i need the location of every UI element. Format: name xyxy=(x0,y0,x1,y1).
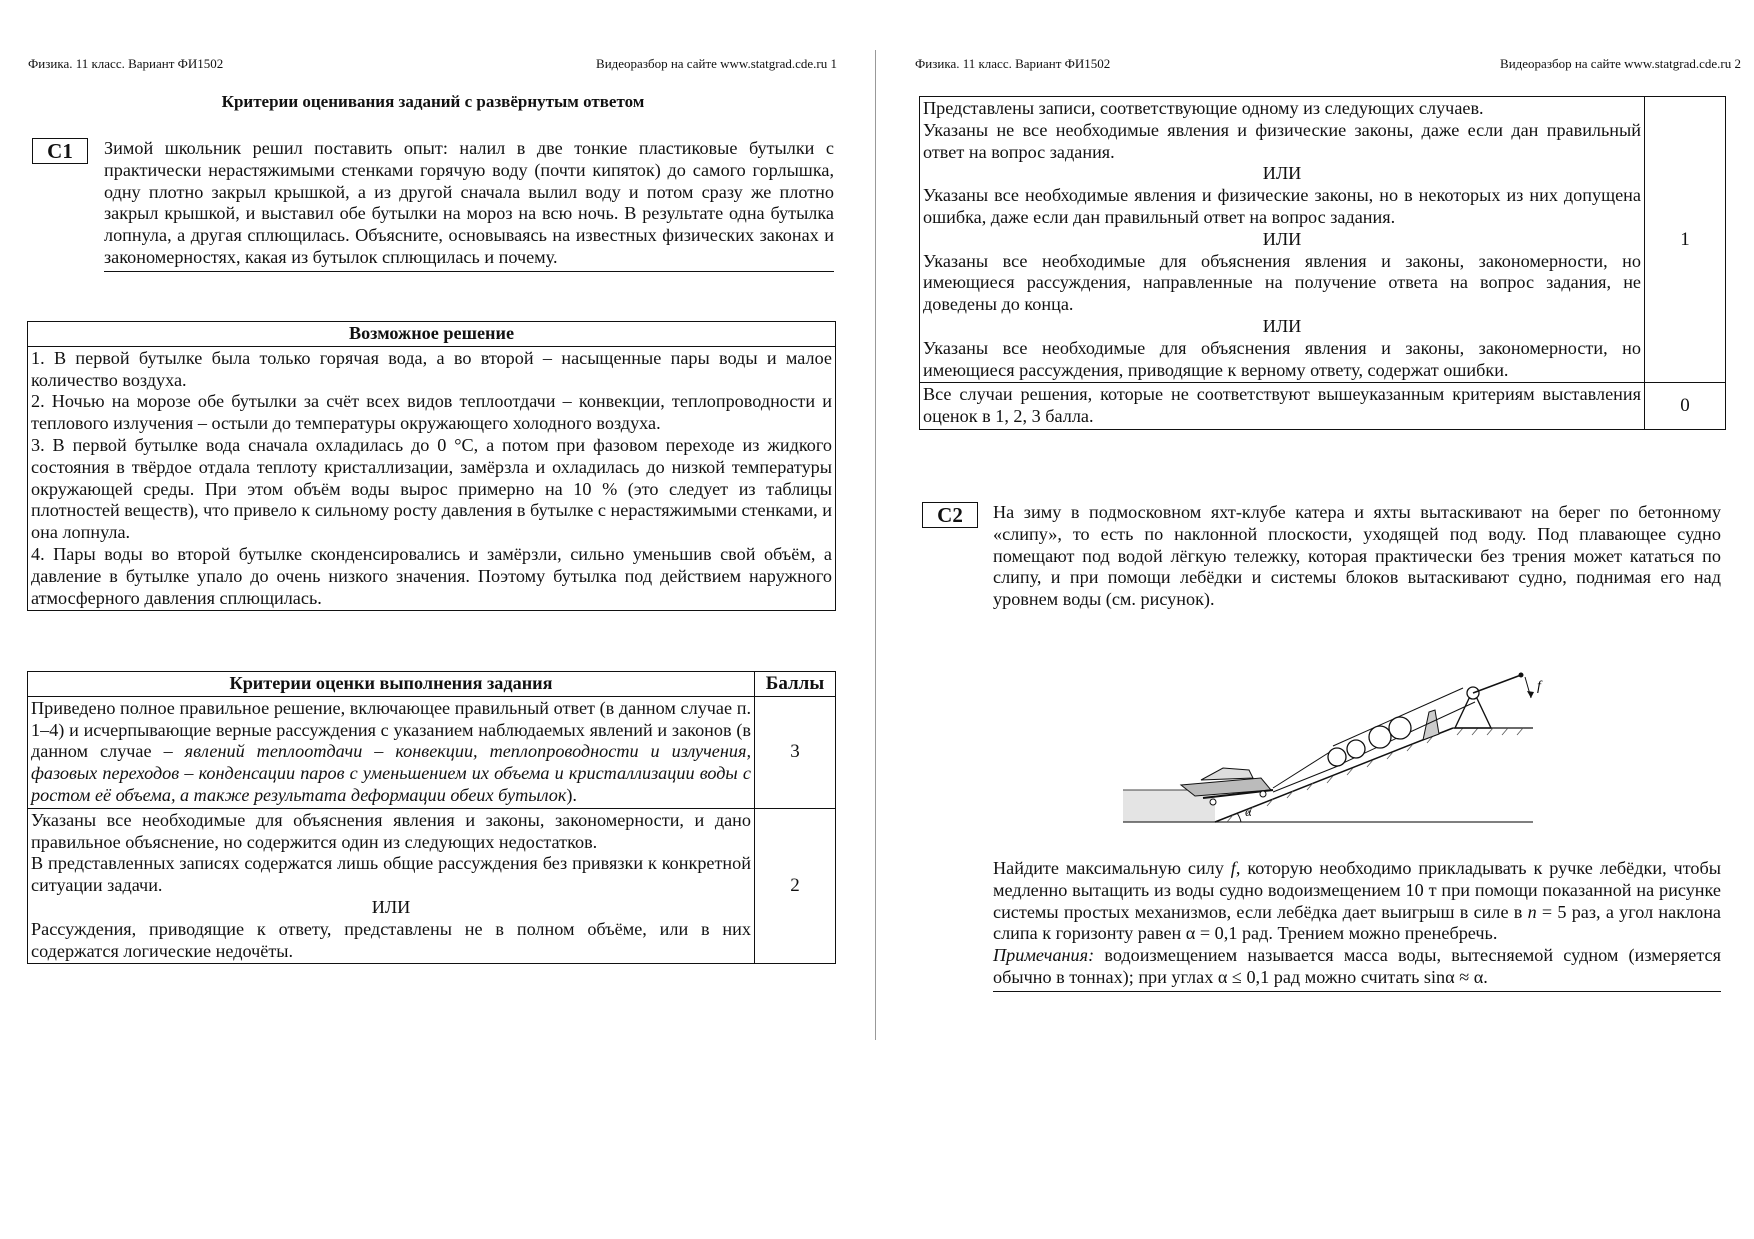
solution-step-2: 2. Ночью на морозе обе бутылки за счёт всех видов теплоотдачи – конвекции, теплопроводности и теплового излучения – остыли до температуры окружающего холодного воздуха. xyxy=(31,391,832,434)
criterion-2-or: ИЛИ xyxy=(371,896,411,917)
criterion-1-or-2: ИЛИ xyxy=(1262,228,1302,249)
boat-hull xyxy=(1181,778,1271,796)
movable-pulley xyxy=(1328,748,1346,766)
criterion-1-case-d: Указаны все необходимые для объяснения явления и законы, закономерности, но имеющиеся рассуждения, приводящие к верному ответу, содержат ошибки. xyxy=(923,337,1641,380)
criteria-table-continued xyxy=(919,96,1726,430)
criterion-3-italic: явлений теплоотдачи – конвекции, теплопроводности и излучения, фазовых переходов – конденсации паров с уменьшением их объема и кристаллизации воды с ростом её объема, а также результата деформации обеих бутылок xyxy=(31,741,751,805)
header-left: Физика. 11 класс. Вариант ФИ1502 xyxy=(28,56,224,71)
criterion-1-case-a: Указаны не все необходимые явления и физические законы, даже если дан правильный ответ на вопрос задания. xyxy=(923,119,1641,162)
winch-handle xyxy=(1473,675,1521,693)
solution-step-1: 1. В первой бутылке была только горячая вода, а во второй – насыщенные пары воды и малое количество воздуха. xyxy=(31,347,832,390)
score-column-header: Баллы xyxy=(755,672,836,697)
task-c2-text: На зиму в подмосковном яхт-клубе катера и яхты вытаскивают на берег по бетонному «слипу», то есть по наклонной плоскости, уходящей под воду. Под плавающее судно помещают под водой лёгкую тележку, которая практически без трения может кататься по слипу, и при помощи лебёдки и системы блоков вытаскивают судно, поднимая его над уровнем воды (см. рисунок). xyxy=(993,502,1721,610)
slipway-figure xyxy=(1123,650,1541,830)
note-text: водоизмещением называется масса воды, вытесняемой судном (измеряется обычно в тоннах); при углах α ≤ 0,1 рад можно считать sinα ≈ α. xyxy=(993,945,1721,987)
header-right: Видеоразбор на сайте www.statgrad.cde.ru 2 xyxy=(1500,56,1741,71)
score-0: 0 xyxy=(1645,383,1726,430)
boat-cabin xyxy=(1201,768,1253,780)
criterion-2-intro: Указаны все необходимые для объяснения явления и законы, закономерности, и дано правильное объяснение, но содержится один из следующих недостатков. xyxy=(31,809,751,852)
cart-wheel xyxy=(1210,799,1216,805)
criterion-1-or-3: ИЛИ xyxy=(1262,315,1302,336)
criterion-3-end: ). xyxy=(566,784,577,805)
cart-wheel xyxy=(1260,791,1266,797)
task-c2-label: С2 xyxy=(922,502,978,528)
criteria-column-header: Критерии оценки выполнения задания xyxy=(28,672,755,697)
angle-arc xyxy=(1237,813,1241,822)
fixed-pulley xyxy=(1389,717,1411,739)
solution-table xyxy=(27,321,836,611)
task-c1-label: С1 xyxy=(32,138,88,164)
question-var-n: n xyxy=(1527,901,1537,922)
criterion-1 xyxy=(920,97,1645,383)
solution-body xyxy=(28,346,836,611)
solution-step-4: 4. Пары воды во второй бутылке сконденсировались и замёрзли, сильно уменьшив свой объём, а давление в бутылке упало до очень низкого значения. Поэтому бутылка под действием наружного атмосферного давления сплющилась. xyxy=(31,543,832,608)
solution-step-3: 3. В первой бутылке вода сначала охладилась до 0 °С, а потом при фазовом переходе из жидкого состояния в твёрдое отдала теплоту кристаллизации, замёрзла и охладилась до низкой температуры окружающей среды. При этом объём воды вырос примерно на 10 % (это следует из таблицы плотностей веществ), что привело к сильному росту давления в бутылке с нерастяжимыми стенками, и она лопнула. xyxy=(31,434,833,543)
criterion-2-case-a: В представленных записях содержатся лишь общие рассуждения без привязки к конкретной ситуации задачи. xyxy=(31,853,751,896)
score-1: 1 xyxy=(1645,97,1726,383)
question-var-f: f xyxy=(1230,858,1236,878)
handle-knob xyxy=(1519,673,1524,678)
solution-heading: Возможное решение xyxy=(28,322,836,347)
rope xyxy=(1273,764,1343,792)
force-label: f xyxy=(1537,679,1541,694)
criterion-1-or-1: ИЛИ xyxy=(1262,163,1302,184)
task-c1-text: Зимой школьник решил поставить опыт: налил в две тонкие пластиковые бутылки с практически нерастяжимыми стенками горячую воду (почти кипяток) до самого горлышка, одну плотно закрыл крышкой, а из другой сначала вылил воду и потом сразу же плотно закрыл крышкой, и выставил обе бутылки на мороз на всю ночь. В результате одна бутылка лопнула, а другая сплющилась. Объясните, основываясь на известных физических законах и закономерностях, какая из бутылок сплющилась и почему. xyxy=(104,138,834,272)
criterion-1-case-b: Указаны все необходимые явления и физические законы, но в некоторых из них допущена ошибка, даже если дан правильный ответ на вопрос задания. xyxy=(923,185,1641,227)
criterion-3 xyxy=(28,696,755,808)
shore-hatching xyxy=(1457,728,1523,735)
question-part-3: = 5 раз, а угол наклона слипа к горизонту равен α = 0,1 рад. Трением можно пренебречь. xyxy=(993,901,1721,944)
score-2: 2 xyxy=(755,808,836,964)
task-c2-question xyxy=(993,858,1721,992)
criterion-1-intro: Представлены записи, соответствующие одному из следующих случаев. xyxy=(923,98,1484,118)
force-arrow-head xyxy=(1527,691,1534,698)
rope xyxy=(1273,750,1333,788)
criterion-2-case-b: Рассуждения, приводящие к ответу, представлены не в полном объёме, или в них содержатся логические недочёты. xyxy=(31,918,751,961)
header-left: Физика. 11 класс. Вариант ФИ1502 xyxy=(915,56,1111,71)
question-part-2: , которую необходимо прикладывать к ручке лебёдки, чтобы медленно вытащить из воды судно водоизмещением 10 т при помощи показанной на рисунке системы простых механизмов, если лебёдка дает выигрыш в силе в xyxy=(993,858,1721,922)
score-3: 3 xyxy=(755,696,836,808)
criterion-1-case-c: Указаны все необходимые для объяснения явления и законы, закономерности, но имеющиеся рассуждения, направленные на получение ответа на вопрос задания, не доведены до конца. xyxy=(923,250,1641,315)
criterion-0: Все случаи решения, которые не соответствуют вышеуказанным критериям выставления оценок в 1, 2, 3 балла. xyxy=(920,383,1645,430)
header-right: Видеоразбор на сайте www.statgrad.cde.ru 1 xyxy=(596,56,837,71)
criteria-table xyxy=(27,671,836,964)
question-part-1: Найдите максимальную силу xyxy=(993,858,1231,878)
movable-pulley xyxy=(1347,740,1365,758)
page-title: Критерии оценивания заданий с развёрнутым ответом xyxy=(221,92,645,111)
fixed-pulley xyxy=(1369,726,1391,748)
criterion-3-text: Приведено полное правильное решение, включающее правильный ответ (в данном случае п. 1–4) и исчерпывающие верные рассуждения с указанием наблюдаемых явлений и законов (в данном случае – xyxy=(31,697,751,762)
angle-label: α xyxy=(1245,805,1252,819)
note-label: Примечания: xyxy=(993,945,1095,966)
criterion-2 xyxy=(28,808,755,964)
page-2 xyxy=(877,0,1754,1239)
